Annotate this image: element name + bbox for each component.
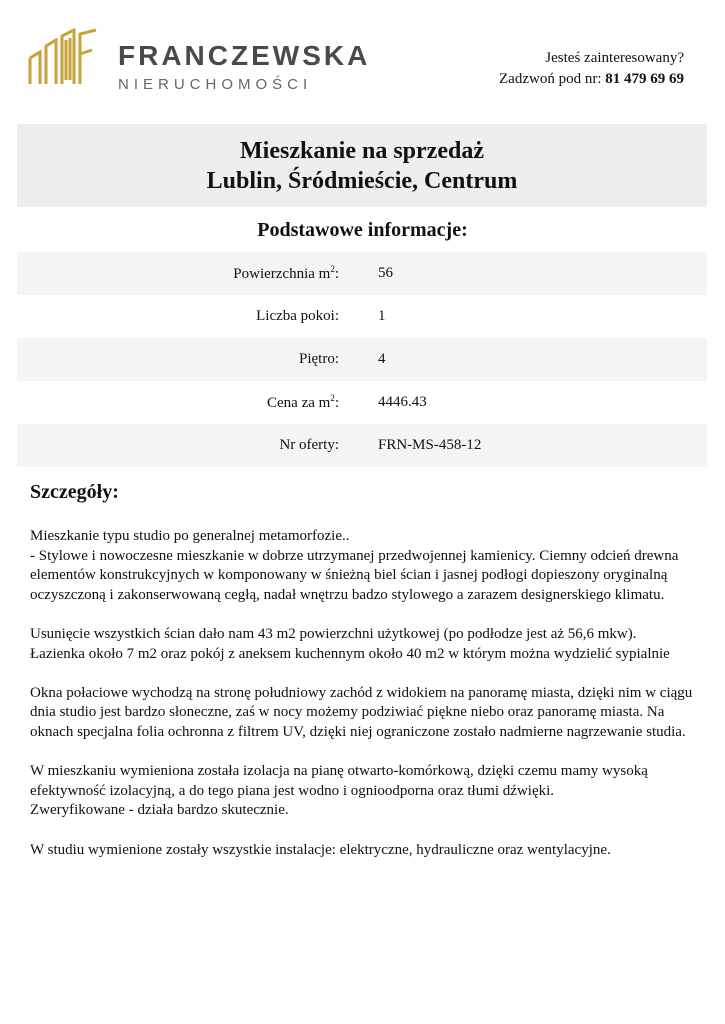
info-label-text: Powierzchnia m (233, 266, 331, 282)
info-label-text: Cena za m (267, 395, 331, 411)
info-label (17, 393, 339, 412)
phone-number[interactable]: 81 479 69 69 (605, 71, 684, 87)
details-paragraph: Okna połaciowe wychodzą na stronę południowy zachód z widokiem na panoramę miasta, dzięki nim w ciągu dnia studio jest bardzo słoneczne, zaś w nocy możemy podziwiać piękne niebo oraz panoramę miasta. Na oknach specjalna folia ochronna z filtrem UV, dzięki niej ograniczone zostało nadmierne nagrzewanie studia. (30, 684, 693, 740)
info-value: 4 (378, 351, 386, 367)
info-label-suffix: : (334, 266, 339, 282)
details-paragraph: Mieszkanie typu studio po generalnej metamorfozie.. - Stylowe i nowoczesne mieszkanie w dobrze utrzymanej przedwojennej kamienicy. Ciemny odcień drewna elementów konstrukcyjnych w komponowany w śnieżną biel ścian i jasnej podłogi dopieszony oryginalną oczyszczoną i zakonserwowaną cegłą, nadał wnętrzu badzo stylowego a zarazem designerskiego klimatu. (30, 528, 679, 603)
info-value: 4446.43 (378, 394, 427, 410)
details-paragraph: W studiu wymienione zostały wszystkie instalacje: elektryczne, hydrauliczne oraz wentylacyjne. (30, 841, 611, 858)
logo-icon (26, 28, 98, 86)
info-label (17, 264, 339, 283)
header (0, 0, 725, 120)
info-label (17, 437, 339, 454)
contact-question: Jesteś zainteresowany? (545, 50, 684, 66)
details-text (30, 527, 695, 880)
info-label-suffix: : (334, 395, 339, 411)
offer-title: Mieszkanie na sprzedaż (240, 138, 484, 164)
brand-subtitle: NIERUCHOMOŚCI (118, 76, 313, 93)
info-row (17, 381, 707, 424)
offer-title-box (17, 124, 707, 207)
info-row (17, 338, 707, 381)
brand-name: FRANCZEWSKA (118, 40, 371, 71)
info-value: 1 (378, 308, 386, 324)
info-label-sup: 2 (330, 264, 335, 274)
info-label-text: Liczba pokoi: (256, 308, 339, 324)
info-label-text: Nr oferty: (279, 437, 339, 453)
info-label (17, 308, 339, 325)
contact-phone-line (499, 69, 684, 90)
info-value: 56 (378, 265, 393, 281)
info-label (17, 351, 339, 368)
contact-prefix: Zadzwoń pod nr: (499, 71, 606, 87)
info-row (17, 295, 707, 338)
basic-info-table (17, 252, 707, 467)
details-paragraph: Usunięcie wszystkich ścian dało nam 43 m2 powierzchni użytkowej (po podłodze jest aż 56,6 mkw). Łazienka około 7 m2 oraz pokój z aneksem kuchennym około 40 m2 w którym można wydzielić sypialnie (30, 625, 670, 662)
details-heading: Szczegóły: (30, 481, 119, 503)
info-row (17, 252, 707, 295)
contact-info (499, 48, 684, 90)
info-label-text: Piętro: (299, 351, 339, 367)
brand (118, 40, 370, 96)
info-value: FRN-MS-458-12 (378, 437, 482, 453)
basic-info-heading: Podstawowe informacje: (257, 219, 468, 241)
offer-location: Lublin, Śródmieście, Centrum (206, 168, 518, 194)
info-row (17, 424, 707, 467)
info-label-sup: 2 (330, 393, 335, 403)
details-paragraph: W mieszkaniu wymieniona została izolacja na pianę otwarto-komórkową, dzięki czemu mamy wysoką efektywność izolacyjną, a do tego piana jest wodno i ognioodporna oraz tłumi dźwięki. Zweryfikowane - działa bardzo skutecznie. (30, 763, 648, 819)
